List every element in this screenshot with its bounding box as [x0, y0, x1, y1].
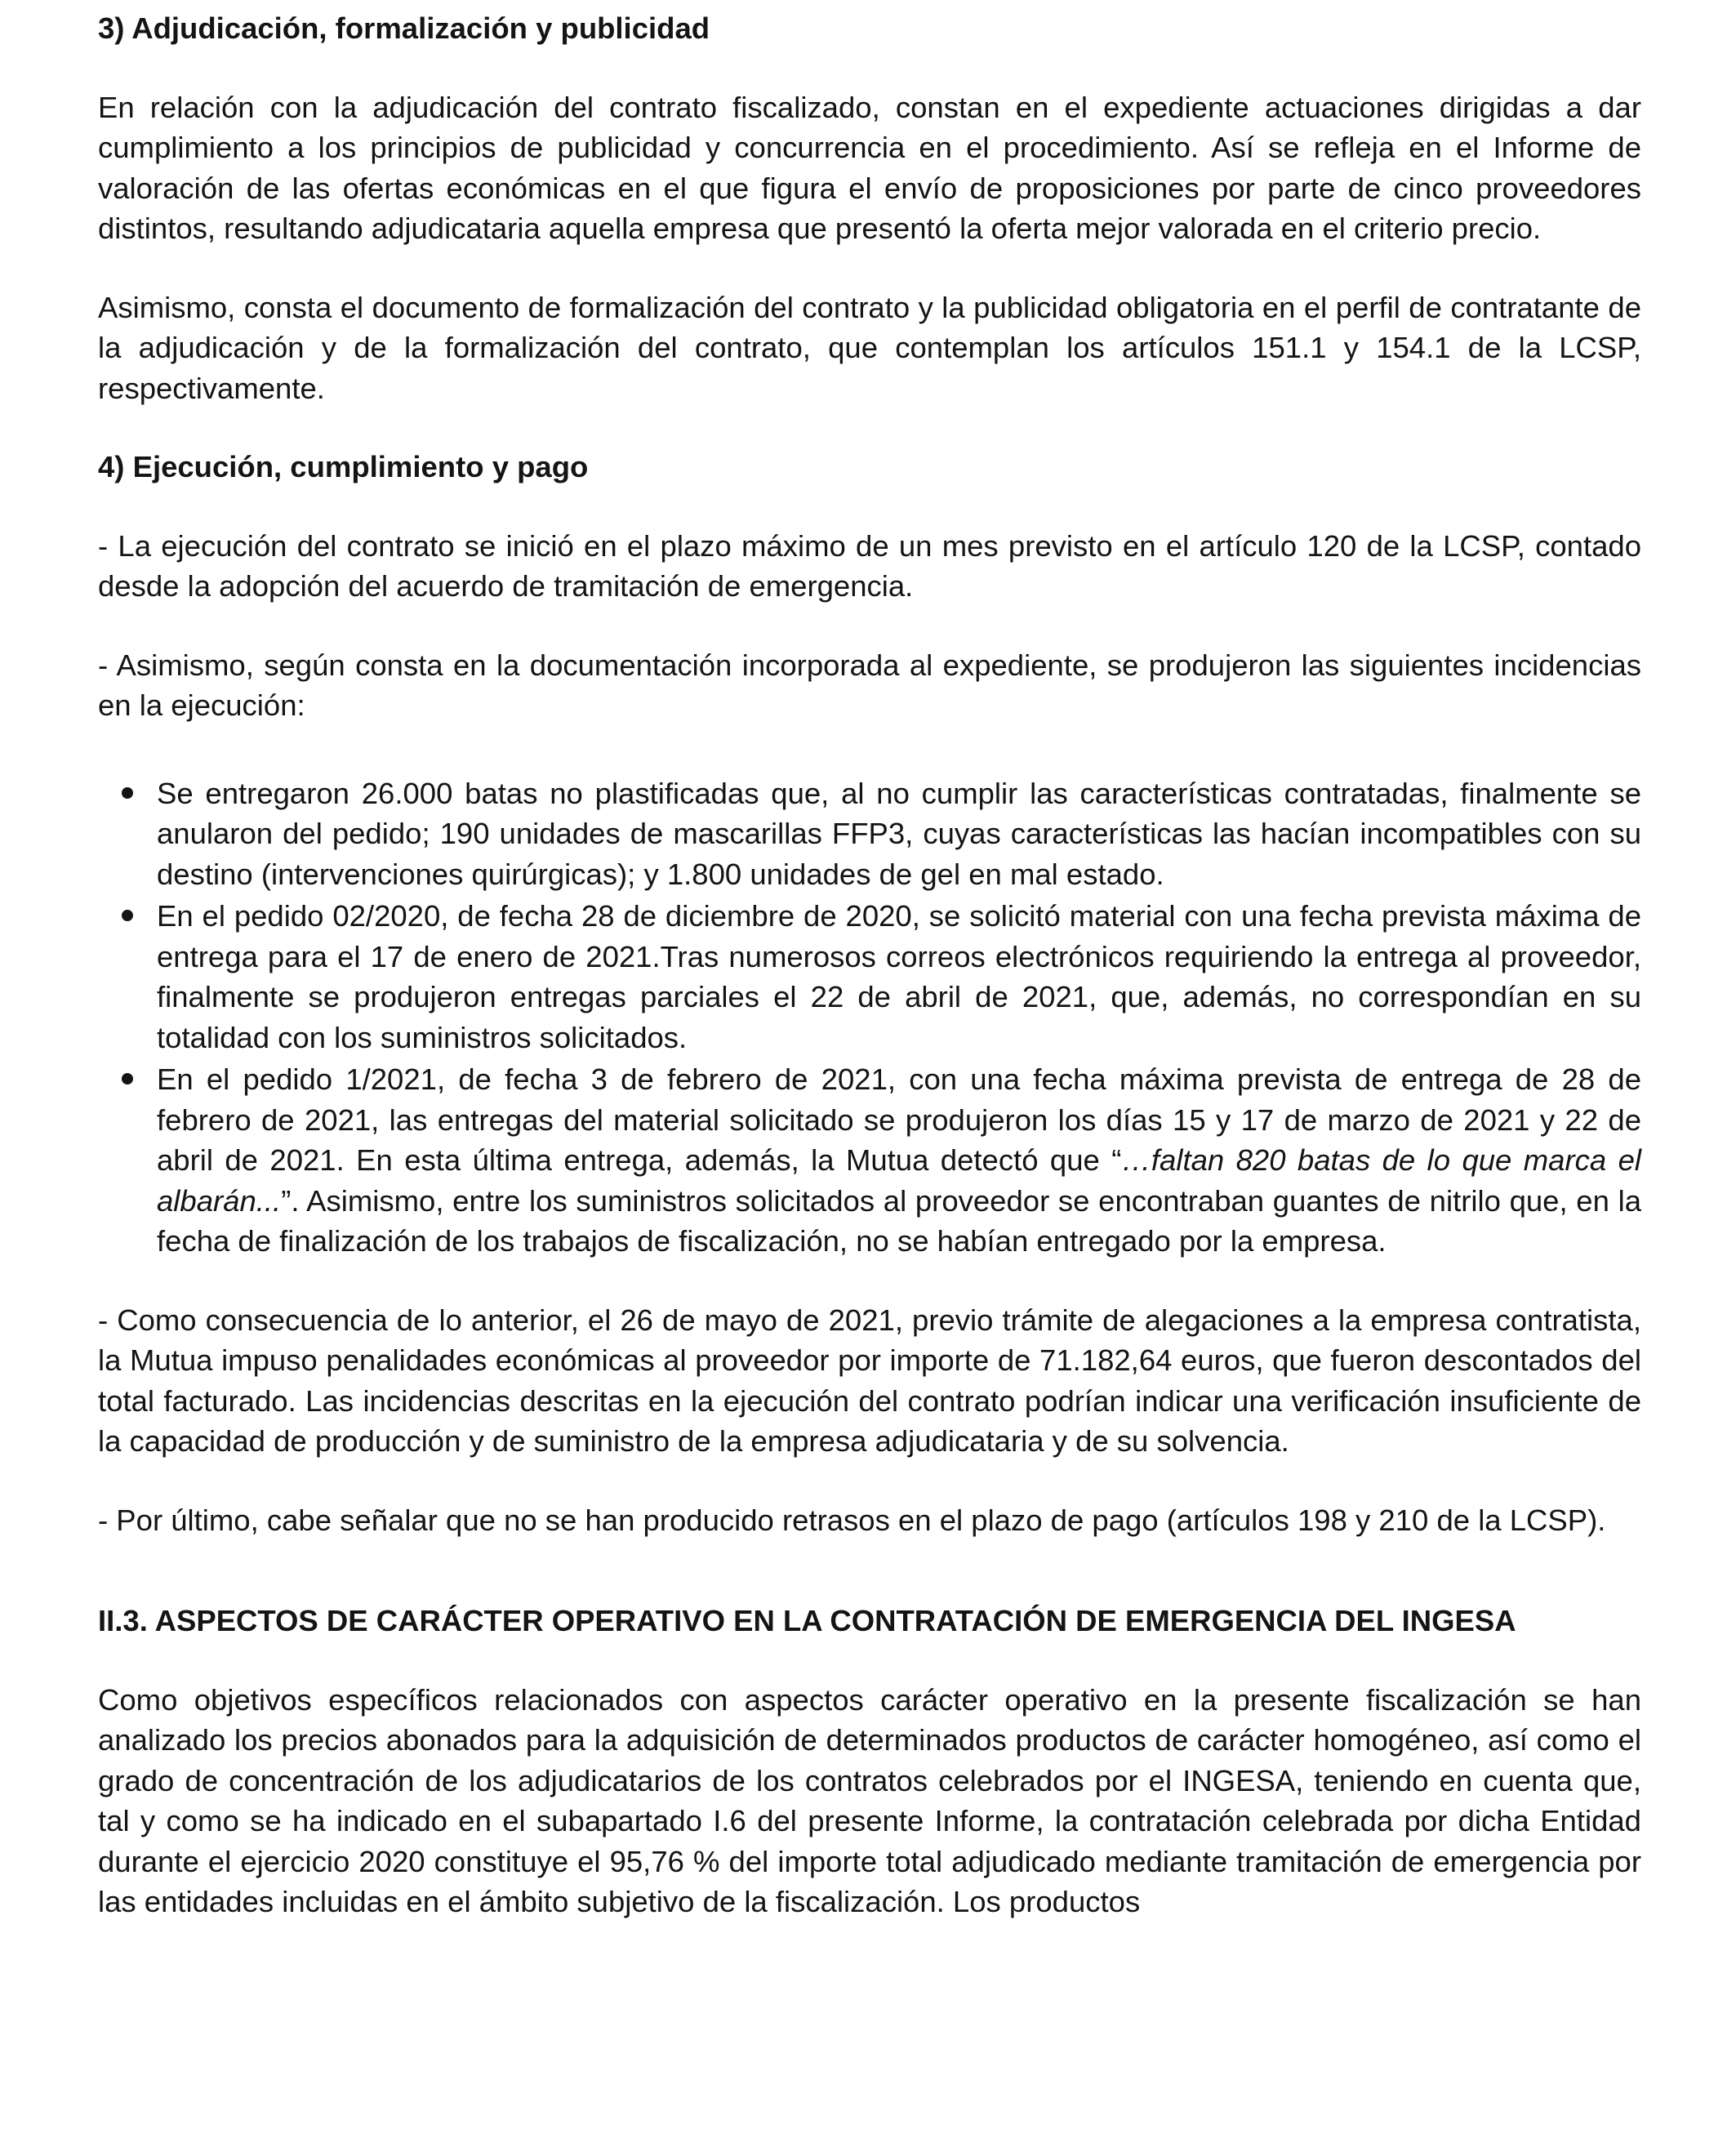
- section-4-paragraph-3: - Como consecuencia de lo anterior, el 26 de mayo de 2021, previo trámite de alegaciones a la empresa contratista, la Mutua impuso penalidades económicas al proveedor por importe de 71.182,64 euros, que fueron descontados del total facturado. Las incidencias descritas en la ejecución del contrato podrían indicar una verificación insuficiente de la capacidad de producción y de suministro de la empresa adjudicataria y de su solvencia.: [98, 1303, 1641, 1458]
- section-4-heading: 4) Ejecución, cumplimiento y pago: [98, 450, 589, 483]
- incidents-list: [98, 773, 1641, 1262]
- bullet-icon: [122, 910, 133, 921]
- section-4-paragraph-1: - La ejecución del contrato se inició en el plazo máximo de un mes previsto en el artículo 120 de la LCSP, contado desde la adopción del acuerdo de tramitación de emergencia.: [98, 528, 1641, 603]
- section-3-paragraph-1: En relación con la adjudicación del contrato fiscalizado, constan en el expediente actuaciones dirigidas a dar cumplimiento a los principios de publicidad y concurrencia en el procedimiento. Así se refleja en el Informe de valoración de las ofertas económicas en el que figura el envío de proposiciones por parte de cinco proveedores distintos, resultando adjudicataria aquella empresa que presentó la oferta mejor valorada en el criterio precio.: [98, 90, 1641, 245]
- section-4-paragraph-4: - Por último, cabe señalar que no se han producido retrasos en el plazo de pago (artículos 198 y 210 de la LCSP).: [98, 1503, 1606, 1537]
- section-II3-paragraph-1: Como objetivos específicos relacionados con aspectos carácter operativo en la presente fiscalización se han analizado los precios abonados para la adquisición de determinados productos de carácter homogéneo, así como el grado de concentración de los adjudicatarios de los contratos celebrados por el INGESA, teniendo en cuenta que, tal y como se ha indicado en el subapartado I.6 del presente Informe, la contratación celebrada por dicha Entidad durante el ejercicio 2020 constituye el 95,76 % del importe total adjudicado mediante tramitación de emergencia por las entidades incluidas en el ámbito subjetivo de la fiscalización. Los productos: [98, 1682, 1641, 1918]
- list-item: [157, 773, 1641, 895]
- list-item: [157, 896, 1641, 1058]
- incident-1-text: Se entregaron 26.000 batas no plastificadas que, al no cumplir las características contratadas, finalmente se anularon del pedido; 190 unidades de mascarillas FFP3, cuyas características las hacían incompatibles con su destino (intervenciones quirúrgicas); y 1.800 unidades de gel en mal estado.: [157, 776, 1641, 891]
- incident-3-text: En el pedido 1/2021, de fecha 3 de febrero de 2021, con una fecha máxima prevista de entrega de 28 de febrero de 2021, las entregas del material solicitado se produjeron los días 15 y 17 de marzo de 2021 y 22 de abril de 2021. En esta última entrega, además, la Mutua detectó que “: [157, 1062, 1641, 1177]
- section-3-paragraph-2: Asimismo, consta el documento de formalización del contrato y la publicidad obligatoria en el perfil de contratante de la adjudicación y de la formalización del contrato, que contemplan los artículos 151.1 y 154.1 de la LCSP, respectivamente.: [98, 290, 1641, 405]
- section-3-heading: 3) Adjudicación, formalización y publicidad: [98, 11, 710, 45]
- section-4-paragraph-2: - Asimismo, según consta en la documentación incorporada al expediente, se produjeron las siguientes incidencias en la ejecución:: [98, 648, 1641, 722]
- list-item: [157, 1059, 1641, 1262]
- bullet-icon: [122, 1073, 133, 1085]
- section-II3-heading: II.3. ASPECTOS DE CARÁCTER OPERATIVO EN LA CONTRATACIÓN DE EMERGENCIA DEL INGESA: [98, 1604, 1516, 1637]
- bullet-icon: [122, 787, 133, 799]
- document-page: [98, 8, 1641, 1922]
- incident-2-text: En el pedido 02/2020, de fecha 28 de diciembre de 2020, se solicitó material con una fecha prevista máxima de entrega para el 17 de enero de 2021.Tras numerosos correos electrónicos requiriendo la entrega al proveedor, finalmente se produjeron entregas parciales el 22 de abril de 2021, que, además, no correspondían en su totalidad con los suministros solicitados.: [157, 899, 1641, 1054]
- incident-3-quote: …faltan 820 batas de lo que marca el albarán...: [157, 1143, 1641, 1218]
- incident-3-text-end: ”. Asimismo, entre los suministros solicitados al proveedor se encontraban guantes de nitrilo que, en la fecha de finalización de los trabajos de fiscalización, no se habían entregado por la empresa.: [157, 1183, 1641, 1258]
